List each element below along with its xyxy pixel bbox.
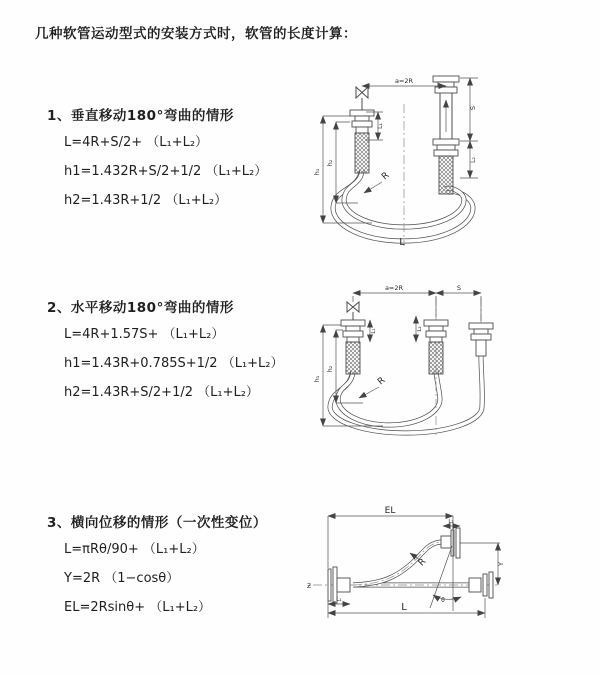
dim-label-s: S bbox=[456, 284, 462, 292]
valve-icon bbox=[356, 87, 368, 98]
valve-icon bbox=[347, 302, 359, 312]
dim-label-a2r: a=2R bbox=[394, 77, 414, 85]
braided-hose-end bbox=[439, 156, 453, 194]
dim-label-l1: L₁ bbox=[371, 328, 377, 334]
braided-hose-end bbox=[346, 342, 360, 374]
radius-label: R bbox=[376, 375, 388, 388]
dim-label-l1: L₁ bbox=[336, 597, 342, 603]
section-lateral-displacement bbox=[47, 511, 322, 622]
formula-line: h2=1.43R+1/2 （L₁+L₂） bbox=[64, 193, 228, 208]
dim-label-s: S bbox=[469, 105, 477, 111]
section-vertical-180 bbox=[47, 104, 322, 215]
dim-label-l2: L₂ bbox=[417, 326, 423, 332]
section-heading: 1、垂直移动180°弯曲的情形 bbox=[47, 108, 234, 124]
radius-label: R bbox=[416, 556, 429, 569]
diagram-vertical-180-bend bbox=[300, 70, 590, 252]
dim-label-y: Y bbox=[497, 562, 505, 566]
dim-label-h2: h₂ bbox=[326, 159, 334, 167]
dim-label-l2: L₂ bbox=[470, 157, 477, 163]
formula-line: h1=1.432R+S/2+1/2 （L₁+L₂） bbox=[64, 164, 268, 179]
page-title: 几种软管运动型式的安装方式时，软管的长度计算： bbox=[35, 26, 357, 42]
dim-label-a2r: a=2R bbox=[384, 284, 404, 292]
dim-label-h1: h₁ bbox=[313, 168, 321, 176]
formula-line: Y=2R （1−cosθ） bbox=[64, 571, 180, 586]
section-heading: 2、水平移动180°弯曲的情形 bbox=[47, 300, 234, 316]
formula-line: L=4R+1.57S+ （L₁+L₂） bbox=[64, 327, 225, 342]
dim-label-l2: L₂ bbox=[448, 519, 454, 525]
diagram-lateral-displacement bbox=[303, 498, 597, 650]
length-label: L bbox=[401, 602, 407, 613]
length-label: L bbox=[399, 237, 405, 248]
formula-line: h2=1.43R+S/2+1/2 （L₁+L₂） bbox=[64, 385, 259, 400]
section-heading: 3、横向位移的情形（一次性变位） bbox=[47, 515, 267, 531]
dim-label-h2: h₂ bbox=[326, 365, 334, 373]
datum-mark: Ƶ bbox=[306, 583, 312, 590]
formula-line: L=4R+S/2+ （L₁+L₂） bbox=[64, 135, 209, 150]
section-horizontal-180 bbox=[47, 296, 322, 407]
braided-hose-end bbox=[429, 342, 443, 374]
radius-label: R bbox=[380, 170, 392, 183]
dim-label-h1: h₁ bbox=[313, 375, 321, 383]
formula-line: L=πRθ/90+ （L₁+L₂） bbox=[64, 542, 205, 557]
braided-hose-end bbox=[355, 133, 369, 173]
formula-line: h1=1.43R+0.785S+1/2 （L₁+L₂） bbox=[64, 356, 284, 371]
angle-label: θ bbox=[441, 597, 445, 604]
formula-line: EL=2Rsinθ+ （L₁+L₂） bbox=[64, 600, 212, 615]
diagram-horizontal-180-bend bbox=[303, 283, 595, 455]
dim-label-l1: L₁ bbox=[377, 123, 384, 129]
dim-label-el: EL bbox=[384, 506, 396, 516]
